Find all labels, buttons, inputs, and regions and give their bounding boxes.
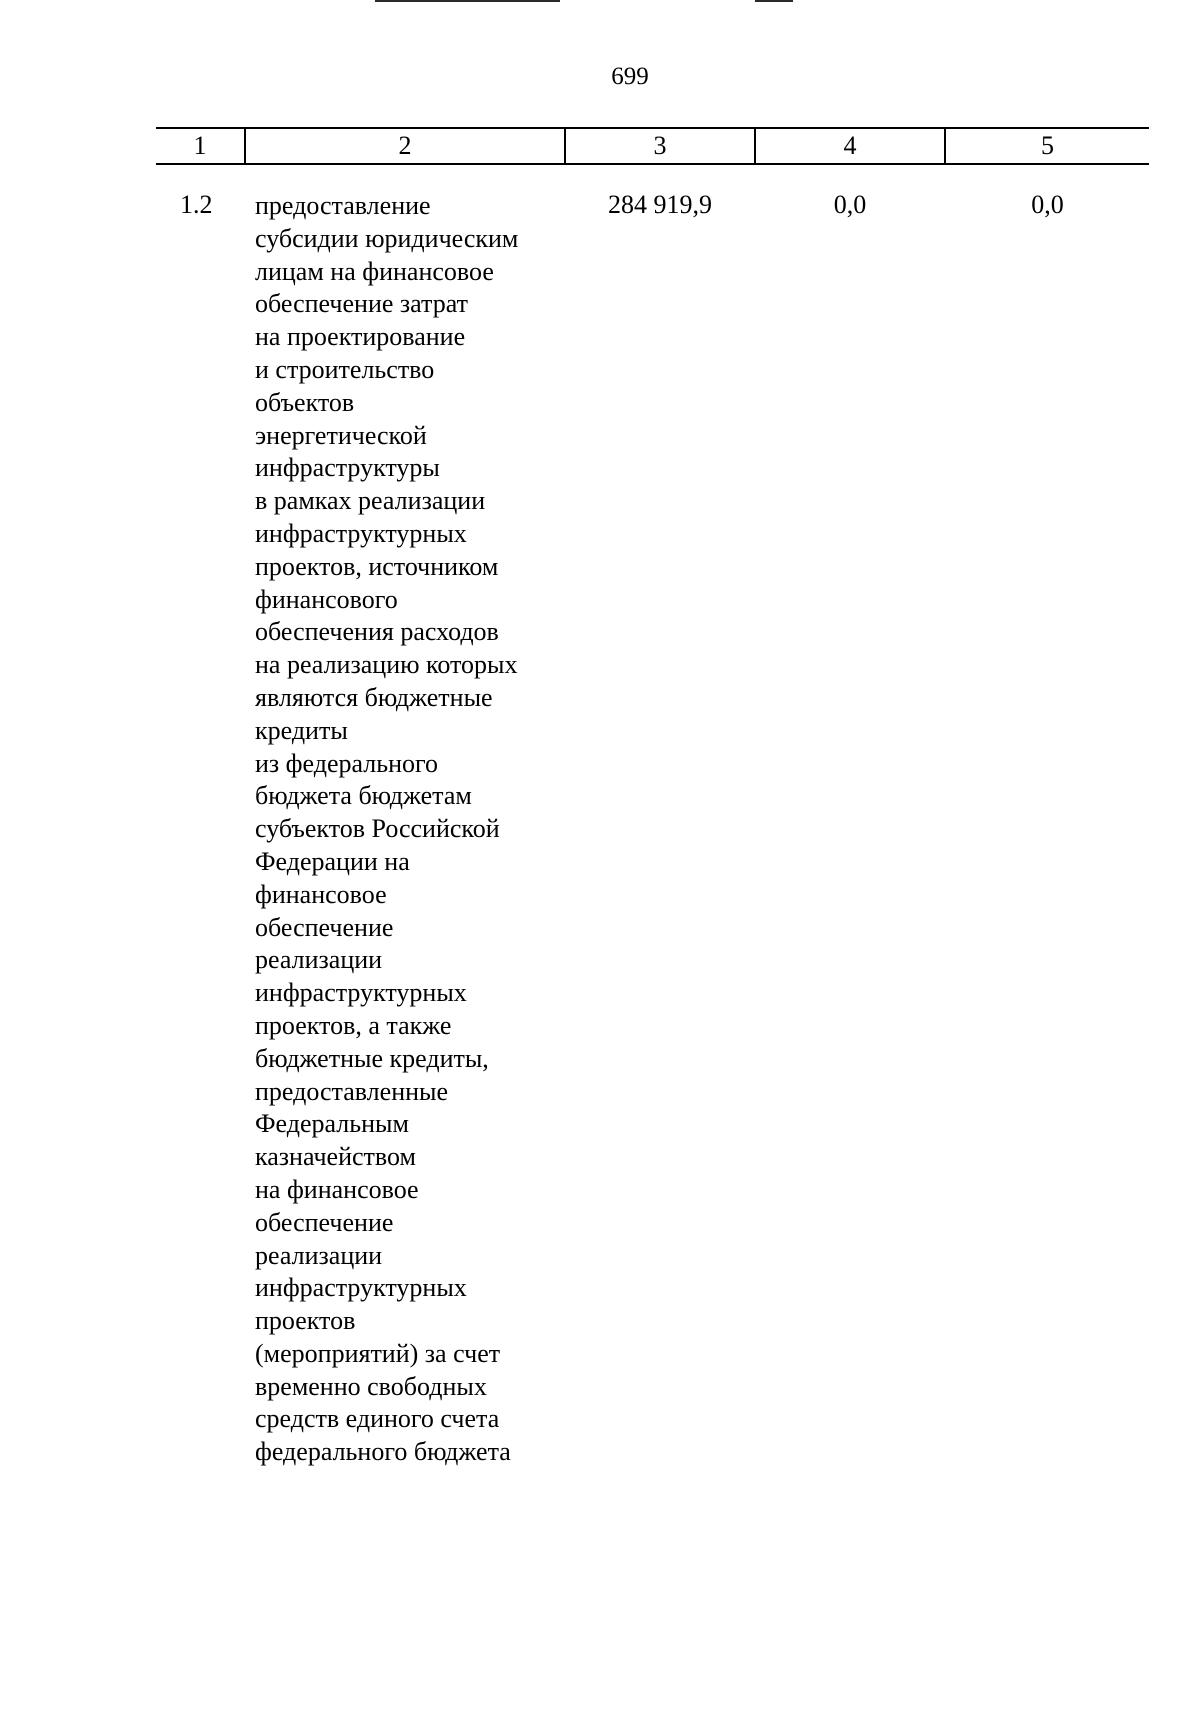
description-line: предоставленные [255,1076,449,1106]
description-line: Федеральным [255,1109,409,1139]
header-cell-5: 5 [944,129,1149,163]
description-line: на проектирование [255,322,466,352]
description-line: обеспечения расходов [255,617,499,647]
description-line: финансовое [255,879,387,909]
row-value-col4: 0,0 [833,190,867,219]
page-number: 699 [611,63,649,90]
description-line: обеспечение затрат [255,289,468,319]
description-line: средств единого счета [255,1404,500,1434]
description-line: казначейством [255,1142,416,1172]
header-cell-4: 4 [754,129,944,163]
description-line: инфраструктурных [255,1273,467,1303]
description-line: предоставление [255,191,431,220]
description-line: реализации [255,1240,383,1270]
row-description [255,190,575,1469]
description-line: проектов, а также [255,1010,452,1040]
description-line: и строительство [255,354,435,384]
description-line: объектов [255,387,355,417]
description-line: реализации [255,945,383,975]
table-header [156,127,1149,165]
description-line: на финансовое [255,1174,419,1204]
description-line: субсидии юридическим [255,223,519,253]
description-line: инфраструктурных [255,518,467,548]
scan-artifact-right [755,0,793,2]
description-line: энергетической [255,420,427,450]
description-line: субъектов Российской [255,814,500,844]
description-line: проектов, источником [255,551,499,581]
description-line: бюджетные кредиты, [255,1043,489,1073]
description-line: временно свободных [255,1371,487,1401]
description-line: лицам на финансовое [255,256,494,286]
description-line: проектов [255,1306,356,1336]
description-line: инфраструктурных [255,978,467,1008]
description-line: (мероприятий) за счет [255,1338,501,1368]
description-line: в рамках реализации [255,486,486,516]
row-number: 1.2 [180,190,213,219]
description-line: инфраструктуры [255,453,440,483]
description-line: кредиты [255,715,348,745]
description-line: финансового [255,584,398,614]
description-line: бюджета бюджетам [255,781,472,811]
header-cell-2: 2 [244,129,564,163]
row-value-col5: 0,0 [1031,190,1064,219]
description-line: обеспечение [255,1207,394,1237]
header-cell-3: 3 [564,129,754,163]
description-line: являются бюджетные [255,682,493,712]
description-line: на реализацию которых [255,650,518,680]
header-cell-1: 1 [193,131,207,160]
description-line: Федерации на [255,846,410,876]
scan-artifact-left [375,0,560,2]
description-line: обеспечение [255,912,394,942]
description-line: из федерального [255,748,439,778]
row-value-col3: 284 919,9 [608,190,712,219]
description-line: федерального бюджета [255,1437,511,1467]
